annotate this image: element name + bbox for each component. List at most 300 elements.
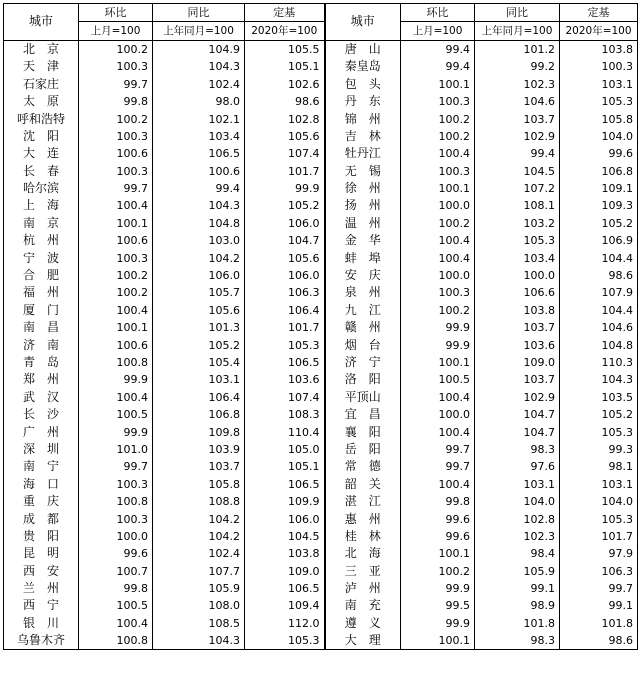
- right-mom-cell: 99.9: [401, 336, 475, 353]
- right-city-cell: 泸 州: [325, 580, 401, 597]
- left-city-cell: 呼和浩特: [4, 110, 79, 127]
- right-city-cell: 安 庆: [325, 267, 401, 284]
- left-base-cell: 101.7: [245, 319, 325, 336]
- right-mom-cell: 100.0: [401, 267, 475, 284]
- left-city-cell: 广 州: [4, 423, 79, 440]
- table-row: [4, 58, 638, 75]
- right-city-cell: 襄 阳: [325, 423, 401, 440]
- right-yoy-cell: 103.7: [475, 110, 560, 127]
- right-mom-cell: 100.4: [401, 232, 475, 249]
- left-yoy-cell: 102.4: [153, 76, 245, 93]
- table-row: [4, 93, 638, 110]
- right-mom-cell: 100.2: [401, 110, 475, 127]
- left-mom-cell: 100.2: [79, 40, 153, 58]
- right-yoy-cell: 109.0: [475, 354, 560, 371]
- right-base-cell: 104.0: [560, 493, 638, 510]
- right-yoy-cell: 98.4: [475, 545, 560, 562]
- right-city-cell: 温 州: [325, 215, 401, 232]
- table-row: [4, 406, 638, 423]
- left-city-cell: 长 沙: [4, 406, 79, 423]
- left-mom-cell: 100.6: [79, 336, 153, 353]
- table-row: [4, 76, 638, 93]
- table-row: [4, 563, 638, 580]
- right-city-cell: 韶 关: [325, 476, 401, 493]
- left-mom-cell: 99.7: [79, 458, 153, 475]
- left-city-cell: 贵 阳: [4, 528, 79, 545]
- left-mom-cell: 101.0: [79, 441, 153, 458]
- right-city-cell: 九 江: [325, 302, 401, 319]
- right-city-cell: 金 华: [325, 232, 401, 249]
- right-base-cell: 109.1: [560, 180, 638, 197]
- right-city-cell: 赣 州: [325, 319, 401, 336]
- left-yoy-cell: 104.2: [153, 528, 245, 545]
- table-row: [4, 493, 638, 510]
- table-row: [4, 389, 638, 406]
- base-header-right: 定基: [560, 4, 638, 22]
- left-city-cell: 福 州: [4, 284, 79, 301]
- left-mom-cell: 100.6: [79, 145, 153, 162]
- right-city-cell: 岳 阳: [325, 441, 401, 458]
- left-base-cell: 102.6: [245, 76, 325, 93]
- right-mom-cell: 100.5: [401, 371, 475, 388]
- left-city-cell: 乌鲁木齐: [4, 632, 79, 650]
- right-mom-cell: 100.4: [401, 145, 475, 162]
- left-mom-cell: 100.1: [79, 215, 153, 232]
- right-base-cell: 104.6: [560, 319, 638, 336]
- left-city-cell: 宁 波: [4, 249, 79, 266]
- left-mom-cell: 100.2: [79, 110, 153, 127]
- left-mom-cell: 100.8: [79, 493, 153, 510]
- table-row: [4, 597, 638, 614]
- left-mom-cell: 100.3: [79, 128, 153, 145]
- left-city-cell: 南 昌: [4, 319, 79, 336]
- left-yoy-cell: 103.7: [153, 458, 245, 475]
- left-yoy-cell: 104.3: [153, 58, 245, 75]
- left-yoy-cell: 103.0: [153, 232, 245, 249]
- right-base-cell: 106.8: [560, 163, 638, 180]
- left-yoy-cell: 109.8: [153, 423, 245, 440]
- right-yoy-cell: 104.7: [475, 406, 560, 423]
- left-base-cell: 104.5: [245, 528, 325, 545]
- right-city-cell: 宜 昌: [325, 406, 401, 423]
- table-row: [4, 580, 638, 597]
- left-mom-cell: 100.4: [79, 302, 153, 319]
- left-city-cell: 昆 明: [4, 545, 79, 562]
- city-header-right: 城市: [325, 4, 401, 41]
- right-yoy-cell: 99.2: [475, 58, 560, 75]
- right-base-cell: 105.2: [560, 215, 638, 232]
- left-mom-cell: 99.9: [79, 423, 153, 440]
- left-base-cell: 106.5: [245, 476, 325, 493]
- right-yoy-cell: 100.0: [475, 267, 560, 284]
- left-base-cell: 107.4: [245, 145, 325, 162]
- left-yoy-cell: 105.6: [153, 302, 245, 319]
- base-subheader-left: 2020年=100: [245, 22, 325, 40]
- right-base-cell: 101.8: [560, 615, 638, 632]
- table-row: [4, 319, 638, 336]
- right-base-cell: 99.6: [560, 145, 638, 162]
- left-mom-cell: 100.4: [79, 389, 153, 406]
- right-base-cell: 103.1: [560, 476, 638, 493]
- left-yoy-cell: 98.0: [153, 93, 245, 110]
- price-index-table: [3, 3, 638, 650]
- right-yoy-cell: 101.8: [475, 615, 560, 632]
- left-base-cell: 105.0: [245, 441, 325, 458]
- right-yoy-cell: 102.3: [475, 76, 560, 93]
- left-yoy-cell: 104.3: [153, 197, 245, 214]
- right-city-cell: 唐 山: [325, 40, 401, 58]
- left-mom-cell: 99.8: [79, 580, 153, 597]
- right-mom-cell: 100.2: [401, 215, 475, 232]
- left-mom-cell: 100.6: [79, 232, 153, 249]
- right-base-cell: 98.6: [560, 632, 638, 650]
- left-mom-cell: 100.8: [79, 632, 153, 650]
- yoy-header-right: 同比: [475, 4, 560, 22]
- right-city-cell: 大 理: [325, 632, 401, 650]
- right-yoy-cell: 104.7: [475, 423, 560, 440]
- left-base-cell: 109.9: [245, 493, 325, 510]
- right-base-cell: 104.4: [560, 249, 638, 266]
- left-city-cell: 青 岛: [4, 354, 79, 371]
- table-row: [4, 110, 638, 127]
- right-city-cell: 洛 阳: [325, 371, 401, 388]
- left-mom-cell: 99.6: [79, 545, 153, 562]
- right-base-cell: 103.5: [560, 389, 638, 406]
- left-base-cell: 106.0: [245, 510, 325, 527]
- left-base-cell: 105.6: [245, 249, 325, 266]
- right-base-cell: 110.3: [560, 354, 638, 371]
- right-city-cell: 泉 州: [325, 284, 401, 301]
- left-yoy-cell: 104.8: [153, 215, 245, 232]
- right-city-cell: 包 头: [325, 76, 401, 93]
- left-yoy-cell: 108.0: [153, 597, 245, 614]
- right-yoy-cell: 98.3: [475, 441, 560, 458]
- table-body: [4, 40, 638, 650]
- left-mom-cell: 99.8: [79, 93, 153, 110]
- left-mom-cell: 100.2: [79, 284, 153, 301]
- right-yoy-cell: 103.7: [475, 319, 560, 336]
- right-base-cell: 107.9: [560, 284, 638, 301]
- left-base-cell: 112.0: [245, 615, 325, 632]
- left-yoy-cell: 104.3: [153, 632, 245, 650]
- left-yoy-cell: 102.4: [153, 545, 245, 562]
- left-base-cell: 106.3: [245, 284, 325, 301]
- right-base-cell: 104.8: [560, 336, 638, 353]
- left-base-cell: 101.7: [245, 163, 325, 180]
- right-mom-cell: 100.3: [401, 163, 475, 180]
- left-city-cell: 合 肥: [4, 267, 79, 284]
- right-base-cell: 99.1: [560, 597, 638, 614]
- table-row: [4, 284, 638, 301]
- right-yoy-cell: 101.2: [475, 40, 560, 58]
- yoy-header-left: 同比: [153, 4, 245, 22]
- left-mom-cell: 99.9: [79, 371, 153, 388]
- left-yoy-cell: 106.0: [153, 267, 245, 284]
- mom-subheader-left: 上月=100: [79, 22, 153, 40]
- left-base-cell: 109.0: [245, 563, 325, 580]
- right-yoy-cell: 103.7: [475, 371, 560, 388]
- left-city-cell: 沈 阳: [4, 128, 79, 145]
- left-city-cell: 郑 州: [4, 371, 79, 388]
- left-base-cell: 108.3: [245, 406, 325, 423]
- right-mom-cell: 100.3: [401, 284, 475, 301]
- right-base-cell: 103.1: [560, 76, 638, 93]
- left-city-cell: 银 川: [4, 615, 79, 632]
- left-mom-cell: 100.8: [79, 354, 153, 371]
- right-city-cell: 蚌 埠: [325, 249, 401, 266]
- left-city-cell: 石家庄: [4, 76, 79, 93]
- table-row: [4, 163, 638, 180]
- right-base-cell: 99.3: [560, 441, 638, 458]
- right-base-cell: 105.8: [560, 110, 638, 127]
- right-yoy-cell: 104.6: [475, 93, 560, 110]
- left-base-cell: 104.7: [245, 232, 325, 249]
- right-yoy-cell: 108.1: [475, 197, 560, 214]
- right-mom-cell: 100.1: [401, 180, 475, 197]
- left-base-cell: 105.5: [245, 40, 325, 58]
- left-base-cell: 103.8: [245, 545, 325, 562]
- table-row: [4, 476, 638, 493]
- right-mom-cell: 100.0: [401, 197, 475, 214]
- table-row: [4, 128, 638, 145]
- left-yoy-cell: 106.5: [153, 145, 245, 162]
- right-base-cell: 105.2: [560, 406, 638, 423]
- table-row: [4, 336, 638, 353]
- table-header: [4, 4, 638, 41]
- left-city-cell: 南 京: [4, 215, 79, 232]
- left-yoy-cell: 103.9: [153, 441, 245, 458]
- left-mom-cell: 100.3: [79, 476, 153, 493]
- left-base-cell: 106.0: [245, 215, 325, 232]
- left-city-cell: 兰 州: [4, 580, 79, 597]
- table-row: [4, 441, 638, 458]
- right-city-cell: 无 锡: [325, 163, 401, 180]
- yoy-subheader-right: 上年同月=100: [475, 22, 560, 40]
- right-base-cell: 103.8: [560, 40, 638, 58]
- left-yoy-cell: 108.5: [153, 615, 245, 632]
- left-mom-cell: 100.3: [79, 163, 153, 180]
- left-base-cell: 106.5: [245, 354, 325, 371]
- left-base-cell: 107.4: [245, 389, 325, 406]
- right-mom-cell: 99.5: [401, 597, 475, 614]
- right-city-cell: 三 亚: [325, 563, 401, 580]
- right-mom-cell: 100.4: [401, 423, 475, 440]
- right-city-cell: 锦 州: [325, 110, 401, 127]
- left-base-cell: 105.6: [245, 128, 325, 145]
- right-yoy-cell: 102.9: [475, 389, 560, 406]
- right-mom-cell: 100.1: [401, 632, 475, 650]
- left-yoy-cell: 106.8: [153, 406, 245, 423]
- right-mom-cell: 99.7: [401, 458, 475, 475]
- left-mom-cell: 100.3: [79, 58, 153, 75]
- left-city-cell: 西 宁: [4, 597, 79, 614]
- table-row: [4, 632, 638, 650]
- left-city-cell: 哈尔滨: [4, 180, 79, 197]
- left-yoy-cell: 102.1: [153, 110, 245, 127]
- left-yoy-cell: 108.8: [153, 493, 245, 510]
- left-base-cell: 105.2: [245, 197, 325, 214]
- right-base-cell: 105.3: [560, 93, 638, 110]
- right-yoy-cell: 107.2: [475, 180, 560, 197]
- right-city-cell: 北 海: [325, 545, 401, 562]
- right-yoy-cell: 103.6: [475, 336, 560, 353]
- right-base-cell: 101.7: [560, 528, 638, 545]
- right-yoy-cell: 102.8: [475, 510, 560, 527]
- city-header-left: 城市: [4, 4, 79, 41]
- right-yoy-cell: 103.8: [475, 302, 560, 319]
- base-header-left: 定基: [245, 4, 325, 22]
- left-yoy-cell: 104.2: [153, 249, 245, 266]
- right-base-cell: 105.3: [560, 510, 638, 527]
- right-yoy-cell: 102.3: [475, 528, 560, 545]
- right-yoy-cell: 103.2: [475, 215, 560, 232]
- table-row: [4, 232, 638, 249]
- table-row: [4, 615, 638, 632]
- left-city-cell: 天 津: [4, 58, 79, 75]
- left-mom-cell: 100.2: [79, 267, 153, 284]
- right-yoy-cell: 102.9: [475, 128, 560, 145]
- left-yoy-cell: 105.2: [153, 336, 245, 353]
- table-row: [4, 545, 638, 562]
- left-mom-cell: 100.4: [79, 615, 153, 632]
- left-base-cell: 102.8: [245, 110, 325, 127]
- left-city-cell: 重 庆: [4, 493, 79, 510]
- right-city-cell: 平顶山: [325, 389, 401, 406]
- right-mom-cell: 99.6: [401, 528, 475, 545]
- right-base-cell: 104.4: [560, 302, 638, 319]
- left-city-cell: 厦 门: [4, 302, 79, 319]
- left-mom-cell: 100.3: [79, 510, 153, 527]
- right-mom-cell: 99.4: [401, 40, 475, 58]
- left-city-cell: 大 连: [4, 145, 79, 162]
- left-mom-cell: 100.5: [79, 597, 153, 614]
- right-yoy-cell: 103.1: [475, 476, 560, 493]
- left-yoy-cell: 105.8: [153, 476, 245, 493]
- right-base-cell: 104.0: [560, 128, 638, 145]
- left-mom-cell: 100.4: [79, 197, 153, 214]
- mom-header-right: 环比: [401, 4, 475, 22]
- table-row: [4, 40, 638, 58]
- right-mom-cell: 99.9: [401, 580, 475, 597]
- right-mom-cell: 100.1: [401, 545, 475, 562]
- left-mom-cell: 100.5: [79, 406, 153, 423]
- left-base-cell: 109.4: [245, 597, 325, 614]
- right-yoy-cell: 104.0: [475, 493, 560, 510]
- left-city-cell: 深 圳: [4, 441, 79, 458]
- left-city-cell: 海 口: [4, 476, 79, 493]
- left-yoy-cell: 104.2: [153, 510, 245, 527]
- right-yoy-cell: 99.4: [475, 145, 560, 162]
- right-city-cell: 秦皇岛: [325, 58, 401, 75]
- right-mom-cell: 100.1: [401, 76, 475, 93]
- table-row: [4, 197, 638, 214]
- left-yoy-cell: 105.9: [153, 580, 245, 597]
- left-yoy-cell: 100.6: [153, 163, 245, 180]
- right-city-cell: 济 宁: [325, 354, 401, 371]
- right-mom-cell: 100.0: [401, 406, 475, 423]
- left-yoy-cell: 105.7: [153, 284, 245, 301]
- right-mom-cell: 100.2: [401, 302, 475, 319]
- left-base-cell: 99.9: [245, 180, 325, 197]
- left-city-cell: 长 春: [4, 163, 79, 180]
- right-mom-cell: 99.7: [401, 441, 475, 458]
- right-mom-cell: 99.8: [401, 493, 475, 510]
- right-base-cell: 98.1: [560, 458, 638, 475]
- left-mom-cell: 100.1: [79, 319, 153, 336]
- right-mom-cell: 99.9: [401, 615, 475, 632]
- right-yoy-cell: 99.1: [475, 580, 560, 597]
- right-yoy-cell: 106.6: [475, 284, 560, 301]
- left-base-cell: 110.4: [245, 423, 325, 440]
- left-base-cell: 105.3: [245, 336, 325, 353]
- left-yoy-cell: 99.4: [153, 180, 245, 197]
- left-yoy-cell: 103.1: [153, 371, 245, 388]
- right-mom-cell: 100.4: [401, 476, 475, 493]
- left-base-cell: 105.1: [245, 458, 325, 475]
- right-mom-cell: 100.2: [401, 563, 475, 580]
- right-yoy-cell: 103.4: [475, 249, 560, 266]
- left-city-cell: 上 海: [4, 197, 79, 214]
- left-city-cell: 武 汉: [4, 389, 79, 406]
- right-yoy-cell: 105.9: [475, 563, 560, 580]
- left-city-cell: 太 原: [4, 93, 79, 110]
- right-base-cell: 97.9: [560, 545, 638, 562]
- left-base-cell: 103.6: [245, 371, 325, 388]
- right-mom-cell: 99.4: [401, 58, 475, 75]
- right-yoy-cell: 98.3: [475, 632, 560, 650]
- left-base-cell: 105.1: [245, 58, 325, 75]
- right-base-cell: 109.3: [560, 197, 638, 214]
- table-row: [4, 215, 638, 232]
- right-base-cell: 104.3: [560, 371, 638, 388]
- right-city-cell: 湛 江: [325, 493, 401, 510]
- table-row: [4, 145, 638, 162]
- left-city-cell: 成 都: [4, 510, 79, 527]
- right-mom-cell: 100.1: [401, 354, 475, 371]
- left-mom-cell: 99.7: [79, 76, 153, 93]
- right-city-cell: 烟 台: [325, 336, 401, 353]
- left-yoy-cell: 107.7: [153, 563, 245, 580]
- right-city-cell: 吉 林: [325, 128, 401, 145]
- right-yoy-cell: 97.6: [475, 458, 560, 475]
- left-yoy-cell: 104.9: [153, 40, 245, 58]
- table-row: [4, 510, 638, 527]
- right-city-cell: 遵 义: [325, 615, 401, 632]
- left-city-cell: 杭 州: [4, 232, 79, 249]
- left-city-cell: 西 安: [4, 563, 79, 580]
- base-subheader-right: 2020年=100: [560, 22, 638, 40]
- table-row: [4, 371, 638, 388]
- right-base-cell: 98.6: [560, 267, 638, 284]
- right-mom-cell: 100.4: [401, 249, 475, 266]
- left-mom-cell: 100.0: [79, 528, 153, 545]
- header-row: [4, 4, 638, 22]
- right-city-cell: 惠 州: [325, 510, 401, 527]
- right-city-cell: 常 德: [325, 458, 401, 475]
- mom-header-left: 环比: [79, 4, 153, 22]
- subheader-row: [4, 22, 638, 40]
- right-city-cell: 南 充: [325, 597, 401, 614]
- right-city-cell: 桂 林: [325, 528, 401, 545]
- left-base-cell: 106.4: [245, 302, 325, 319]
- yoy-subheader-left: 上年同月=100: [153, 22, 245, 40]
- right-yoy-cell: 105.3: [475, 232, 560, 249]
- table-row: [4, 423, 638, 440]
- left-base-cell: 106.5: [245, 580, 325, 597]
- left-base-cell: 106.0: [245, 267, 325, 284]
- right-city-cell: 扬 州: [325, 197, 401, 214]
- right-city-cell: 丹 东: [325, 93, 401, 110]
